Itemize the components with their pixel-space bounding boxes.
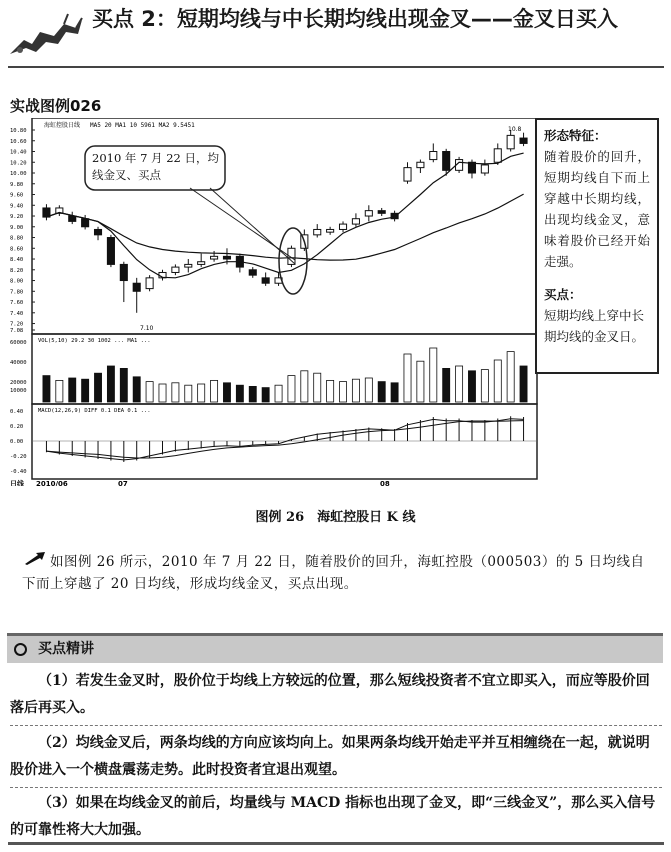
macd-tick-label: 0.40: [10, 409, 24, 415]
volume-tick-label: 10000: [10, 388, 27, 394]
header-logo: [6, 10, 86, 60]
price-tick-label: 10.80: [10, 128, 27, 134]
price-tick-label: 8.20: [10, 267, 24, 274]
volume-bar: [391, 383, 398, 402]
bull-logo-icon: [6, 10, 86, 60]
volume-tick-label: 40000: [10, 360, 27, 366]
price-tick-label: 9.40: [10, 203, 24, 210]
bottom-rule: [8, 842, 664, 845]
candle-body: [249, 270, 256, 275]
candle-body: [327, 229, 334, 232]
buy-point-title: 买点：: [544, 287, 582, 302]
price-tick-label: 10.60: [10, 138, 27, 145]
volume-tick-label: 60000: [10, 340, 27, 346]
volume-bar: [327, 380, 334, 402]
volume-bar: [198, 384, 205, 402]
volume-bar: [146, 382, 153, 402]
candle-body: [520, 138, 527, 143]
volume-bar: [494, 360, 501, 402]
volume-bar: [378, 382, 385, 402]
candle-body: [404, 168, 411, 181]
candle-body: [133, 283, 140, 291]
volume-bar: [481, 370, 488, 402]
date-jul-label: 07: [118, 480, 128, 486]
volume-bar: [520, 366, 527, 402]
ma-legend: MA5 20 MA1 10 5961 MA2 9.5451: [90, 122, 195, 129]
price-tick-label: 9.20: [10, 214, 24, 221]
dashed-divider: [10, 787, 662, 788]
volume-bar: [456, 366, 463, 402]
volume-bar: [301, 371, 308, 402]
price-tick-label: 7.40: [10, 310, 24, 317]
volume-bar: [365, 378, 372, 402]
price-tick-label: 8.60: [10, 246, 24, 253]
candle-body: [211, 256, 218, 259]
point-text: （3）如果在均线金叉的前后，均量线与 MACD 指标也出现了金叉，即“三线金叉”，那么买入信号的可靠性将大大加强。: [10, 795, 656, 838]
high-price-label: 10.8: [508, 126, 522, 133]
callout-text: 2010 年 7 月 22 日，均线金叉、买点: [92, 151, 219, 182]
point-item: [10, 668, 662, 722]
circle-bullet-icon: [14, 643, 27, 656]
volume-bar: [352, 379, 359, 402]
candle-body: [339, 224, 346, 229]
date-start-label: 2010/06: [36, 480, 68, 486]
volume-bar: [262, 388, 269, 402]
price-tick-label: 7.80: [10, 289, 24, 296]
feature-text: 随着股价的回升，短期均线自下而上穿越中长期均线，出现均线金叉，意味着股价已经开始走强。: [544, 149, 650, 269]
candle-body: [223, 256, 230, 259]
page-title: 买点 2：短期均线与中长期均线出现金叉——金叉日买入: [92, 7, 618, 31]
macd-legend: MACD(12,26,9) DIFF 0.1 DEA 0.1 ...: [38, 408, 151, 414]
volume-bars: [43, 348, 527, 402]
price-tick-label: 10.40: [10, 149, 27, 156]
candle-body: [378, 211, 385, 214]
volume-bar: [288, 376, 295, 402]
candle-body: [120, 264, 127, 280]
volume-bar: [507, 352, 514, 402]
price-tick-label: 7.20: [10, 321, 24, 328]
price-tick-label: 8.40: [10, 257, 24, 264]
example-label: 实战图例026: [10, 97, 102, 115]
buy-point-text: 短期均线上穿中长期均线的金叉日。: [544, 308, 645, 344]
volume-bar: [249, 386, 256, 402]
candle-body: [82, 219, 89, 227]
candle-body: [417, 162, 424, 167]
candle-body: [443, 152, 450, 171]
figure-caption: 图例 26 海虹控股日 K 线: [255, 510, 416, 525]
price-tick-label: 7.08: [10, 328, 24, 334]
volume-axis: [10, 340, 27, 394]
feature-panel: [535, 118, 659, 374]
body-paragraph-text: 如图例 26 所示，2010 年 7 月 22 日，随着股价的回升，海虹控股（000503）的 5 日均线自下而上穿越了 20 日均线，形成均线金叉，买点出现。: [22, 554, 645, 592]
candle-body: [430, 152, 437, 160]
header-divider: [8, 66, 664, 68]
price-tick-label: 10.00: [10, 171, 27, 178]
macd-tick-label: -0.40: [10, 469, 27, 475]
volume-bar: [223, 383, 230, 402]
candle-body: [198, 262, 205, 265]
macd-tick-label: 0.00: [10, 439, 24, 445]
volume-legend: VOL(5,10) 29.2 30 1002 ... MA1 ...: [38, 338, 151, 344]
price-tick-label: 10.20: [10, 160, 27, 167]
volume-bar: [211, 380, 218, 402]
candle-body: [185, 264, 192, 267]
volume-bar: [94, 373, 101, 402]
volume-bar: [339, 382, 346, 402]
volume-bar: [430, 348, 437, 402]
feature-title: 形态特征：: [544, 128, 607, 143]
volume-bar: [314, 373, 321, 402]
date-aug-label: 08: [380, 480, 390, 486]
point-item: [10, 730, 662, 784]
price-tick-label: 9.60: [10, 192, 24, 199]
point-text: （1）若发生金叉时，股价位于均线上方较远的位置，那么短线投资者不宜立即买入，而应等股价回落后再买入。: [10, 673, 650, 716]
volume-bar: [82, 379, 89, 402]
stock-name-label: 海虹控股日线: [44, 122, 81, 129]
point-item: [10, 790, 662, 844]
volume-bar: [404, 354, 411, 402]
candle-body: [146, 278, 153, 289]
candle-body: [94, 229, 101, 234]
body-paragraph: [22, 551, 647, 595]
volume-bar: [468, 371, 475, 402]
ma20-line: [46, 194, 523, 260]
callout-pointer-line: [210, 188, 295, 264]
macd-dif-line: [46, 419, 523, 460]
volume-bar: [69, 378, 76, 402]
candle-body: [352, 219, 359, 224]
volume-bar: [417, 361, 424, 402]
macd-axis: [10, 409, 27, 475]
price-tick-label: 8.00: [10, 278, 24, 285]
volume-bar: [443, 368, 450, 402]
section-banner: [7, 633, 663, 663]
point-text: （2）均线金叉后，两条均线的方向应该均向上。如果两条均线开始走平并互相缠绕在一起，就说明股价进入一个横盘震荡走势。此时投资者宜退出观望。: [10, 735, 650, 778]
low-price-label: 7.10: [140, 325, 154, 332]
candle-body: [365, 211, 372, 216]
date-prefix: 日线: [10, 480, 24, 486]
section-banner-label: 买点精讲: [38, 641, 94, 657]
volume-bar: [159, 384, 166, 402]
price-tick-label: 7.60: [10, 300, 24, 307]
macd-dea-line: [46, 421, 523, 458]
volume-bar: [43, 376, 50, 402]
candle-body: [494, 149, 501, 162]
candle-body: [481, 165, 488, 173]
dashed-divider: [10, 725, 662, 726]
volume-bar: [275, 385, 282, 402]
macd-tick-label: -0.20: [10, 454, 27, 460]
volume-bar: [120, 368, 127, 402]
price-tick-label: 9.00: [10, 224, 24, 231]
candle-body: [107, 238, 114, 265]
volume-bar: [56, 380, 63, 402]
candle-body: [69, 216, 76, 221]
volume-bar: [172, 383, 179, 402]
volume-bar: [236, 385, 243, 402]
volume-bar: [133, 377, 140, 402]
volume-bar: [185, 385, 192, 402]
candle-body: [507, 135, 514, 148]
volume-bar: [107, 366, 114, 402]
macd-tick-label: 0.20: [10, 424, 24, 430]
price-tick-label: 8.80: [10, 235, 24, 242]
candle-body: [314, 229, 321, 234]
volume-tick-label: 20000: [10, 380, 27, 386]
candle-body: [262, 278, 269, 283]
candle-body: [172, 267, 179, 272]
price-tick-label: 9.80: [10, 181, 24, 188]
